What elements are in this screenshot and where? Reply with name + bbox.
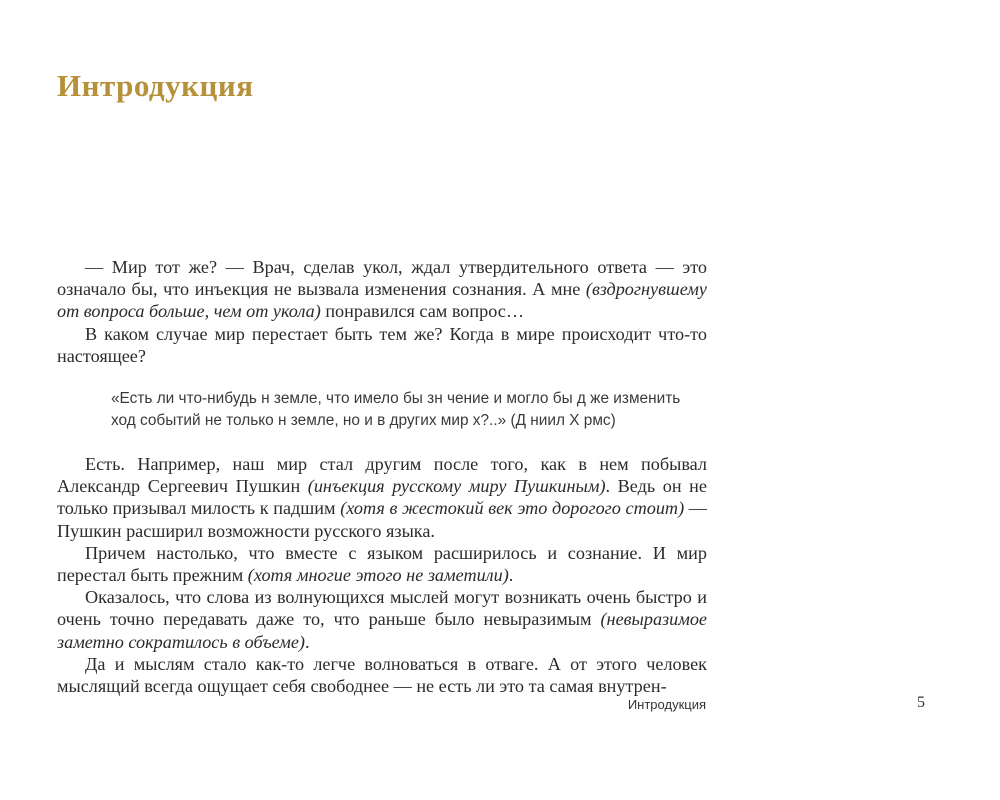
paragraph-text: Причем настолько, что вместе с языком расширилось и сознание. И мир перестал быть прежним [57, 542, 707, 586]
paragraph-text: — Пушкин расширил возможности русского языка. [57, 498, 707, 541]
body-text [57, 256, 707, 697]
running-footer-title: Интродукция [627, 697, 706, 712]
paragraph-text: . [508, 565, 514, 586]
paragraph-italic: (хотя многие этого не заметили) [247, 565, 509, 586]
paragraph [57, 542, 707, 586]
paragraph [57, 256, 707, 323]
quote: «Есть ли что-нибудь н земле, что имело бы зн чение и могло бы д же изменить ход событий не только н земле, но и в других мир х?..» (Д ниил Х рмс) [111, 390, 681, 430]
paragraph-italic: (инъекция русскому миру Пушкиным) [307, 476, 606, 497]
paragraph-text: Есть. Например, наш мир стал другим после того, как в нем побывал Александр Сергеевич Пушкин [57, 454, 707, 497]
paragraph [57, 653, 707, 697]
paragraph-italic: (хотя в жестокий век это дорогого стоит) [340, 498, 685, 519]
paragraph [57, 453, 707, 542]
page-number: 5 [917, 694, 925, 711]
paragraph [57, 586, 707, 653]
paragraph-text: понравился сам вопрос… [320, 301, 525, 322]
paragraph-italic: (невыразимое заметно сократилось в объеме) [57, 609, 707, 652]
paragraph-text: — Мир тот же? — Врач, сделав укол, ждал утвердительного ответа — это означало бы, что инъекция не вызвала изменения сознания. А мне [57, 257, 707, 300]
paragraph-text: . [305, 631, 310, 652]
page-title: Интродукция [57, 68, 254, 103]
paragraph-text: Да и мыслям стало как-то легче волноваться в отваге. А от этого человек мыслящий всегда ощущает себя свободнее — не есть ли это та самая внутрен- [57, 653, 707, 697]
paragraph-italic: (вздрогнувшему от вопроса больше, чем от укола) [57, 279, 707, 322]
paragraph [57, 323, 707, 367]
paragraph-text: Оказалось, что слова из волнующихся мыслей могут возникать очень быстро и очень точно передавать даже то, что раньше было невыразимым [57, 587, 707, 630]
paragraph-text: В каком случае мир перестает быть тем же? Когда в мире происходит что-то настоящее? [57, 323, 707, 366]
paragraph-text: . Ведь он не только призывал милость к падшим [57, 476, 707, 519]
